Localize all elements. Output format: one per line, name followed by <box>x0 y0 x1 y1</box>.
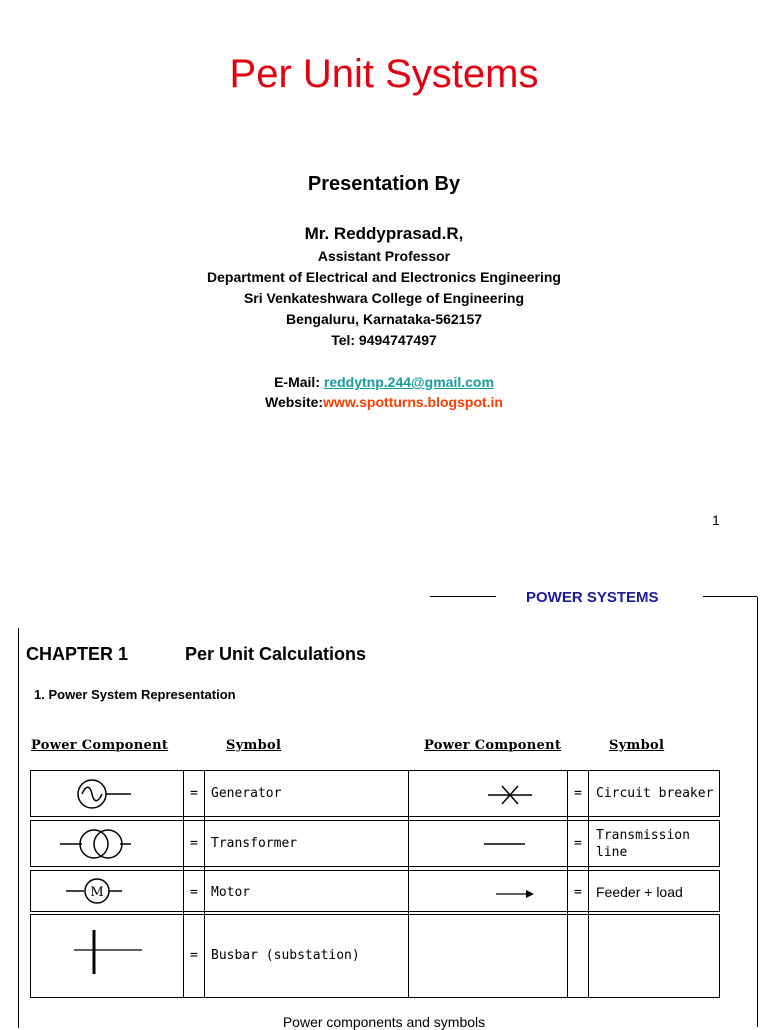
circuit-breaker-icon <box>482 780 542 810</box>
component-label: Circuit breaker <box>596 786 714 801</box>
component-label: Transformer <box>211 836 298 851</box>
component-label: Generator <box>211 786 282 801</box>
component-label: Feeder + load <box>596 884 683 900</box>
presenter-tel: Tel: 9494747497 <box>331 332 437 348</box>
column-header-power-component-left: Power Component <box>31 738 169 753</box>
page-border-right <box>757 597 758 1027</box>
email-link[interactable]: reddytnp.244@gmail.com <box>323 374 494 390</box>
equals-sign: = <box>190 786 198 801</box>
motor-icon <box>62 874 162 908</box>
presenter-location: Bengaluru, Karnataka-562157 <box>285 311 483 327</box>
busbar-icon <box>70 928 160 978</box>
column-header-symbol-left: Symbol <box>226 738 282 753</box>
column-divider <box>204 770 205 998</box>
equals-sign: = <box>574 836 582 851</box>
component-label: Busbar (substation) <box>211 948 360 963</box>
email-line <box>0 374 768 390</box>
website-link[interactable]: www.spotturns.blogspot.in <box>323 394 503 410</box>
page-border-left <box>18 628 19 1028</box>
transformer-icon <box>58 824 158 864</box>
header-rule-left <box>430 596 496 597</box>
section-header: POWER SYSTEMS <box>526 589 659 606</box>
column-header-symbol-right: Symbol <box>609 738 665 753</box>
equals-sign: = <box>574 786 582 801</box>
component-label: Motor <box>211 885 251 900</box>
motor-letter: M <box>90 885 104 900</box>
equals-sign: = <box>190 885 198 900</box>
column-header-power-component-right: Power Component <box>424 738 562 753</box>
website-line <box>0 394 768 410</box>
presenter-department: Department of Electrical and Electronics Engineering <box>207 269 561 285</box>
feeder-load-icon <box>494 882 544 906</box>
page-number: 1 <box>712 512 720 528</box>
presenter-college: Sri Venkateshwara College of Engineering <box>243 290 525 306</box>
section-heading: 1. Power System Representation <box>34 687 236 702</box>
presenter-designation: Assistant Professor <box>317 248 451 264</box>
equals-sign: = <box>190 836 198 851</box>
column-divider <box>408 770 409 998</box>
presentation-by-heading: Presentation By <box>307 173 461 195</box>
column-divider <box>588 770 589 998</box>
email-label: E-Mail: <box>274 374 324 390</box>
header-rule-right <box>703 596 757 597</box>
table-caption: Power components and symbols <box>282 1014 486 1030</box>
transmission-line-icon <box>482 832 542 856</box>
page-title: Per Unit Systems <box>229 52 539 96</box>
chapter-number: CHAPTER 1 <box>26 644 129 664</box>
website-label: Website: <box>264 394 324 410</box>
generator-icon <box>60 775 160 813</box>
presenter-name: Mr. Reddyprasad.R, <box>304 224 464 243</box>
column-divider <box>183 770 184 998</box>
chapter-title: Per Unit Calculations <box>185 644 367 664</box>
component-label: Transmission line <box>596 828 690 860</box>
column-divider <box>567 770 568 998</box>
equals-sign: = <box>190 948 198 963</box>
equals-sign: = <box>574 885 582 900</box>
